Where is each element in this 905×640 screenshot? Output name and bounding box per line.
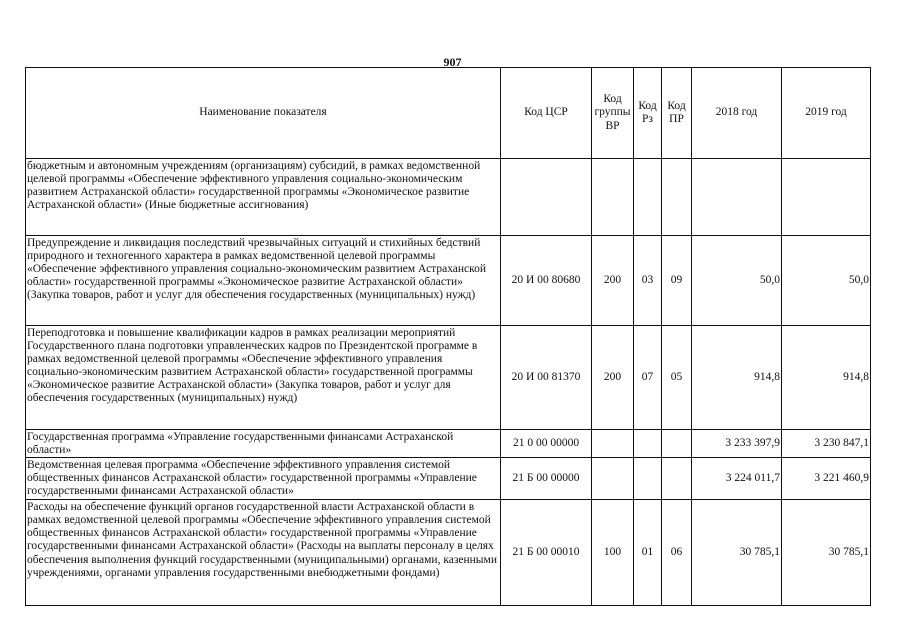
row-csr: 20 И 00 81370 xyxy=(501,326,592,430)
row-vr xyxy=(592,458,634,500)
header-name: Наименование показателя xyxy=(26,68,501,159)
row-csr: 21 Б 00 00010 xyxy=(501,500,592,606)
row-vr: 200 xyxy=(592,326,634,430)
row-pr xyxy=(662,458,692,500)
row-name: Предупреждение и ликвидация последствий чрезвычайных ситуаций и стихийных бедствий природного и техногенного характера в рамках ведомственной целевой программы «Обеспечение эффективного управления социально-экономическим развитием Астраханской области» государственной программы «Экономическое развитие Астраханской области» (Закупка товаров, работ и услуг для обеспечения государственных (муниципальных) нужд) xyxy=(26,236,501,326)
row-csr: 21 Б 00 00000 xyxy=(501,458,592,500)
row-2018: 50,0 xyxy=(692,236,782,326)
header-2018: 2018 год xyxy=(692,68,782,159)
row-2019 xyxy=(782,159,871,236)
row-rz xyxy=(634,458,662,500)
row-pr: 05 xyxy=(662,326,692,430)
row-csr xyxy=(501,159,592,236)
row-pr xyxy=(662,430,692,458)
header-csr: Код ЦСР xyxy=(501,68,592,159)
row-pr: 09 xyxy=(662,236,692,326)
header-rz: Код Рз xyxy=(634,68,662,159)
table-row xyxy=(26,458,871,500)
row-name: Расходы на обеспечение функций органов государственной власти Астраханской области в рамках ведомственной целевой программы «Обеспечение эффективного управления системой общественных финансов Астраханской области» государственной программы «Управление государственными финансами Астраханской области» (Расходы на выплаты персоналу в целях обеспечения выполнения функций государственными (муниципальными) органами, казенными учреждениями, органами управления государственными внебюджетными фондами) xyxy=(26,500,501,606)
row-name: Переподготовка и повышение квалификации кадров в рамках реализации мероприятий Государственного плана подготовки управленческих кадров по Президентской программе в рамках ведомственной целевой программы «Обеспечение эффективного управления социально-экономическим развитием Астраханской области» государственной программы «Экономическое развитие Астраханской области» (Закупка товаров, работ и услуг для обеспечения государственных (муниципальных) нужд) xyxy=(26,326,501,430)
row-2019: 914,8 xyxy=(782,326,871,430)
row-2018: 914,8 xyxy=(692,326,782,430)
row-name: Государственная программа «Управление государственными финансами Астраханской области» xyxy=(26,430,501,458)
row-2019: 3 221 460,9 xyxy=(782,458,871,500)
row-name: Ведомственная целевая программа «Обеспечение эффективного управления системой общественных финансов Астраханской области» государственной программы «Управление государственными финансами Астраханской области» xyxy=(26,458,501,500)
row-pr: 06 xyxy=(662,500,692,606)
row-vr: 200 xyxy=(592,236,634,326)
table-row xyxy=(26,326,871,430)
header-row xyxy=(26,68,871,159)
row-name: бюджетным и автономным учреждениям (организациям) субсидий, в рамках ведомственной целевой программы «Обеспечение эффективного управления социально-экономическим развитием Астраханской области» государственной программы «Экономическое развитие Астраханской области» (Иные бюджетные ассигнования) xyxy=(26,159,501,236)
row-vr xyxy=(592,159,634,236)
row-rz xyxy=(634,430,662,458)
header-2019: 2019 год xyxy=(782,68,871,159)
row-csr: 20 И 00 80680 xyxy=(501,236,592,326)
row-2018: 3 224 011,7 xyxy=(692,458,782,500)
row-rz: 03 xyxy=(634,236,662,326)
row-2019: 30 785,1 xyxy=(782,500,871,606)
row-rz: 01 xyxy=(634,500,662,606)
row-csr: 21 0 00 00000 xyxy=(501,430,592,458)
table-row xyxy=(26,500,871,606)
row-rz: 07 xyxy=(634,326,662,430)
header-pr: Код ПР xyxy=(662,68,692,159)
table-row xyxy=(26,236,871,326)
budget-table xyxy=(25,67,871,606)
row-vr xyxy=(592,430,634,458)
row-2019: 50,0 xyxy=(782,236,871,326)
row-2019: 3 230 847,1 xyxy=(782,430,871,458)
row-vr: 100 xyxy=(592,500,634,606)
header-vr: Код группы ВР xyxy=(592,68,634,159)
row-2018 xyxy=(692,159,782,236)
row-pr xyxy=(662,159,692,236)
row-2018: 3 233 397,9 xyxy=(692,430,782,458)
row-2018: 30 785,1 xyxy=(692,500,782,606)
table-row xyxy=(26,430,871,458)
row-rz xyxy=(634,159,662,236)
table-row xyxy=(26,159,871,236)
page-number: 907 xyxy=(443,55,462,69)
